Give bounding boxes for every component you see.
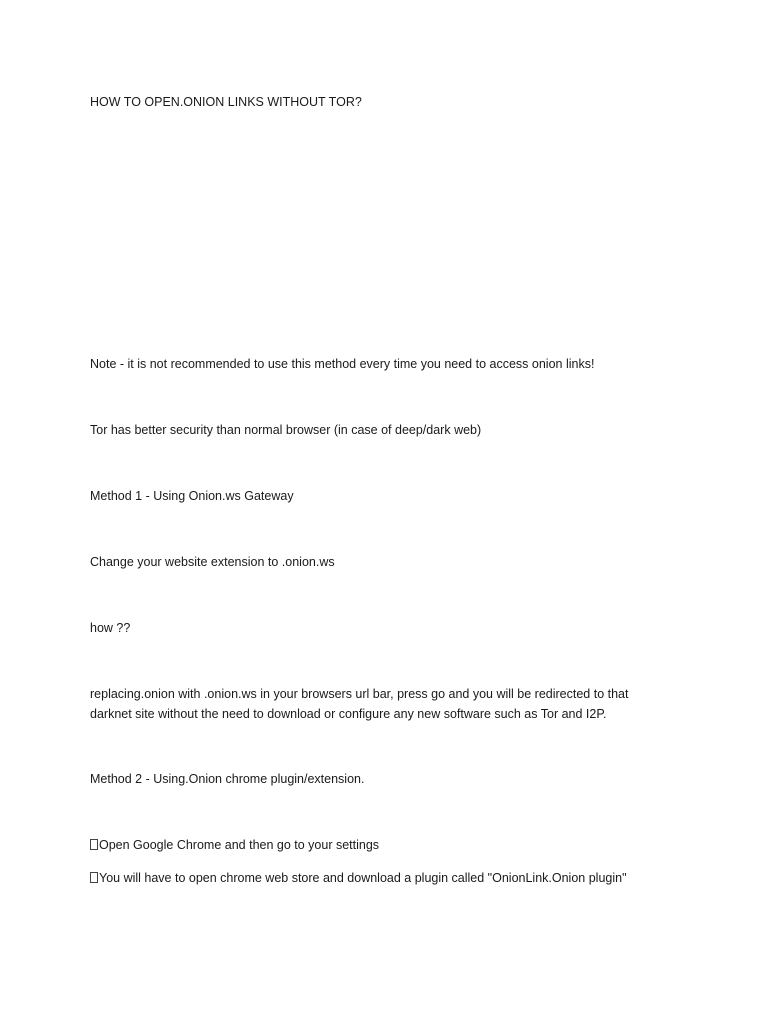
bullet-box-icon xyxy=(90,839,98,850)
bullet-box-icon xyxy=(90,872,98,883)
replacing-paragraph: replacing.onion with .onion.ws in your browsers url bar, press go and you will be redirected to that darknet site without the need to download or configure any new software such as Tor and I2P. xyxy=(90,687,629,721)
bullet-item xyxy=(90,868,670,888)
note-paragraph: Note - it is not recommended to use this method every time you need to access onion links! xyxy=(90,357,595,371)
bullet-text: Open Google Chrome and then go to your settings xyxy=(99,838,380,852)
document-title: HOW TO OPEN.ONION LINKS WITHOUT TOR? xyxy=(90,95,362,109)
security-paragraph: Tor has better security than normal browser (in case of deep/dark web) xyxy=(90,423,482,437)
method-1-heading: Method 1 - Using Onion.ws Gateway xyxy=(90,489,294,503)
bullet-text: You will have to open chrome web store and download a plugin called "OnionLink.Onion plugin" xyxy=(99,871,627,885)
extension-paragraph: Change your website extension to .onion.ws xyxy=(90,555,335,569)
how-paragraph: how ?? xyxy=(90,621,131,635)
bullet-item xyxy=(90,835,670,855)
method-2-heading: Method 2 - Using.Onion chrome plugin/extension. xyxy=(90,772,365,786)
